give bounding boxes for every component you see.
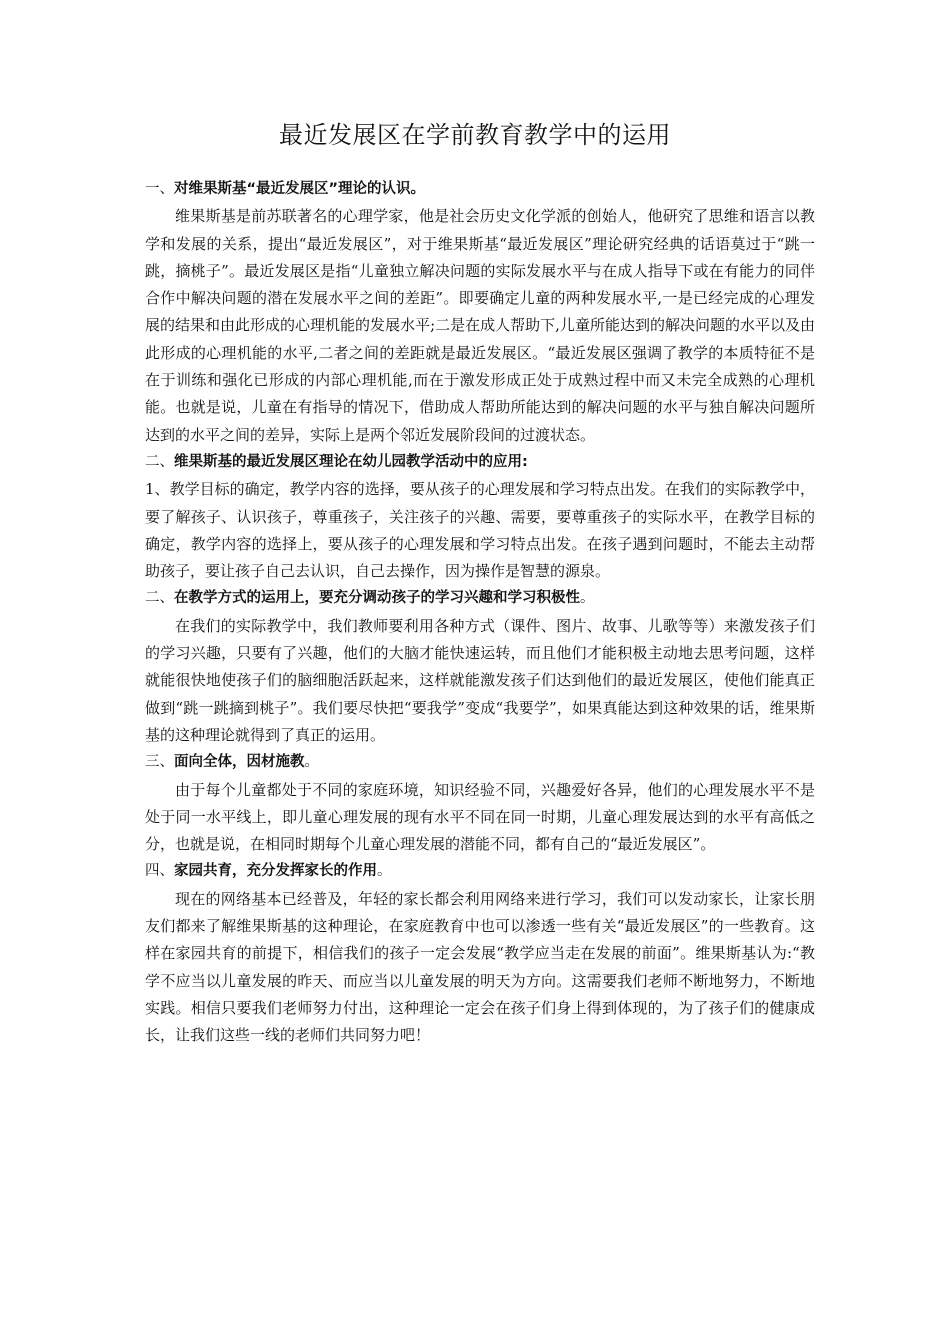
section-heading-text: 维果斯基的最近发展区理论在幼儿园教学活动中的应用: xyxy=(174,453,528,470)
section-heading-prefix: 二、 xyxy=(145,590,174,607)
section-heading-suffix: 。 xyxy=(377,863,392,880)
section-heading-text: 对维果斯基“最近发展区”理论的认识。 xyxy=(174,181,426,197)
section-heading-suffix: 。 xyxy=(304,754,319,771)
section-heading-prefix: 一、 xyxy=(145,181,174,197)
document-body xyxy=(145,176,815,1050)
section-heading xyxy=(145,749,815,776)
body-paragraph: 由于每个儿童都处于不同的家庭环境，知识经验不同，兴趣爱好各异，他们的心理发展水平不是处于同一水平线上，即儿童心理发展的现有水平不同在同一时期，儿童心理发展达到的水平有高低之分，也就是说，在相同时期每个儿童心理发展的潜能不同，都有自己的“最近发展区”。 xyxy=(145,780,815,854)
section-heading-text: 面向全体，因材施教 xyxy=(174,754,305,771)
section-heading-prefix: 三、 xyxy=(145,754,174,771)
section-heading xyxy=(145,585,815,612)
section-heading-suffix: 。 xyxy=(580,590,595,607)
section-heading-prefix: 二、 xyxy=(145,453,174,470)
body-paragraph: 现在的网络基本已经普及，年轻的家长都会利用网络来进行学习，我们可以发动家长，让家长朋友们都来了解维果斯基的这种理论，在家庭教育中也可以渗透一些有关“最近发展区”的一些教育。这样在家园共育的前提下，相信我们的孩子一定会发展“教学应当走在发展的前面”。维果斯基认为:“教学不应当以儿童发展的昨天、而应当以儿童发展的明天为方向。这需要我们老师不断地努力，不断地实践。相信只要我们老师努力付出，这种理论一定会在孩子们身上得到体现的，为了孩子们的健康成长，让我们这些一线的老师们共同努力吧！ xyxy=(145,889,815,1045)
section-heading-text: 家园共育，充分发挥家长的作用 xyxy=(174,863,377,880)
section-heading xyxy=(145,449,815,476)
body-paragraph: 在我们的实际教学中，我们教师要利用各种方式（课件、图片、故事、儿歌等等）来激发孩子们的学习兴趣，只要有了兴趣，他们的大脑才能快速运转，而且他们才能积极主动地去思考问题，这样就能很快地使孩子们的脑细胞活跃起来，这样就能激发孩子们达到他们的最近发展区，使他们能真正做到“跳一跳摘到桃子”。我们要尽快把“要我学”变成“我要学”，如果真能达到这种效果的话，维果斯基的这种理论就得到了真正的运用。 xyxy=(145,616,815,744)
document-title: 最近发展区在学前教育教学中的运用 xyxy=(279,121,671,149)
section-heading xyxy=(145,858,815,885)
body-paragraph: 维果斯基是前苏联著名的心理学家，他是社会历史文化学派的创始人，他研究了思维和语言以教学和发展的关系，提出“最近发展区”，对于维果斯基“最近发展区”理论研究经典的话语莫过于“跳一跳，摘桃子”。最近发展区是指“儿童独立解决问题的实际发展水平与在成人指导下或在有能力的同伴合作中解决问题的潜在发展水平之间的差距”。即要确定儿童的两种发展水平,一是已经完成的心理发展的结果和由此形成的心理机能的发展水平;二是在成人帮助下,儿童所能达到的解决问题的水平以及由此形成的心理机能的水平,二者之间的差距就是最近发展区。“最近发展区强调了教学的本质特征不是在于训练和强化已形成的内部心理机能,而在于激发形成正处于成熟过程中而又未完全成熟的心理机能。也就是说，儿童在有指导的情况下，借助成人帮助所能达到的解决问题的水平与独自解决问题所达到的水平之间的差异，实际上是两个邻近发展阶段间的过渡状态。 xyxy=(145,207,815,444)
body-paragraph: 1、教学目标的确定，教学内容的选择，要从孩子的心理发展和学习特点出发。在我们的实际教学中，要了解孩子、认识孩子，尊重孩子，关注孩子的兴趣、需要，要尊重孩子的实际水平，在教学目标的确定，教学内容的选择上，要从孩子的心理发展和学习特点出发。在孩子遇到问题时，不能去主动帮助孩子，要让孩子自己去认识，自己去操作，因为操作是智慧的源泉。 xyxy=(145,480,815,581)
section-heading xyxy=(145,176,815,203)
section-heading-prefix: 四、 xyxy=(145,863,174,880)
section-heading-text: 在教学方式的运用上，要充分调动孩子的学习兴趣和学习积极性 xyxy=(174,590,580,607)
